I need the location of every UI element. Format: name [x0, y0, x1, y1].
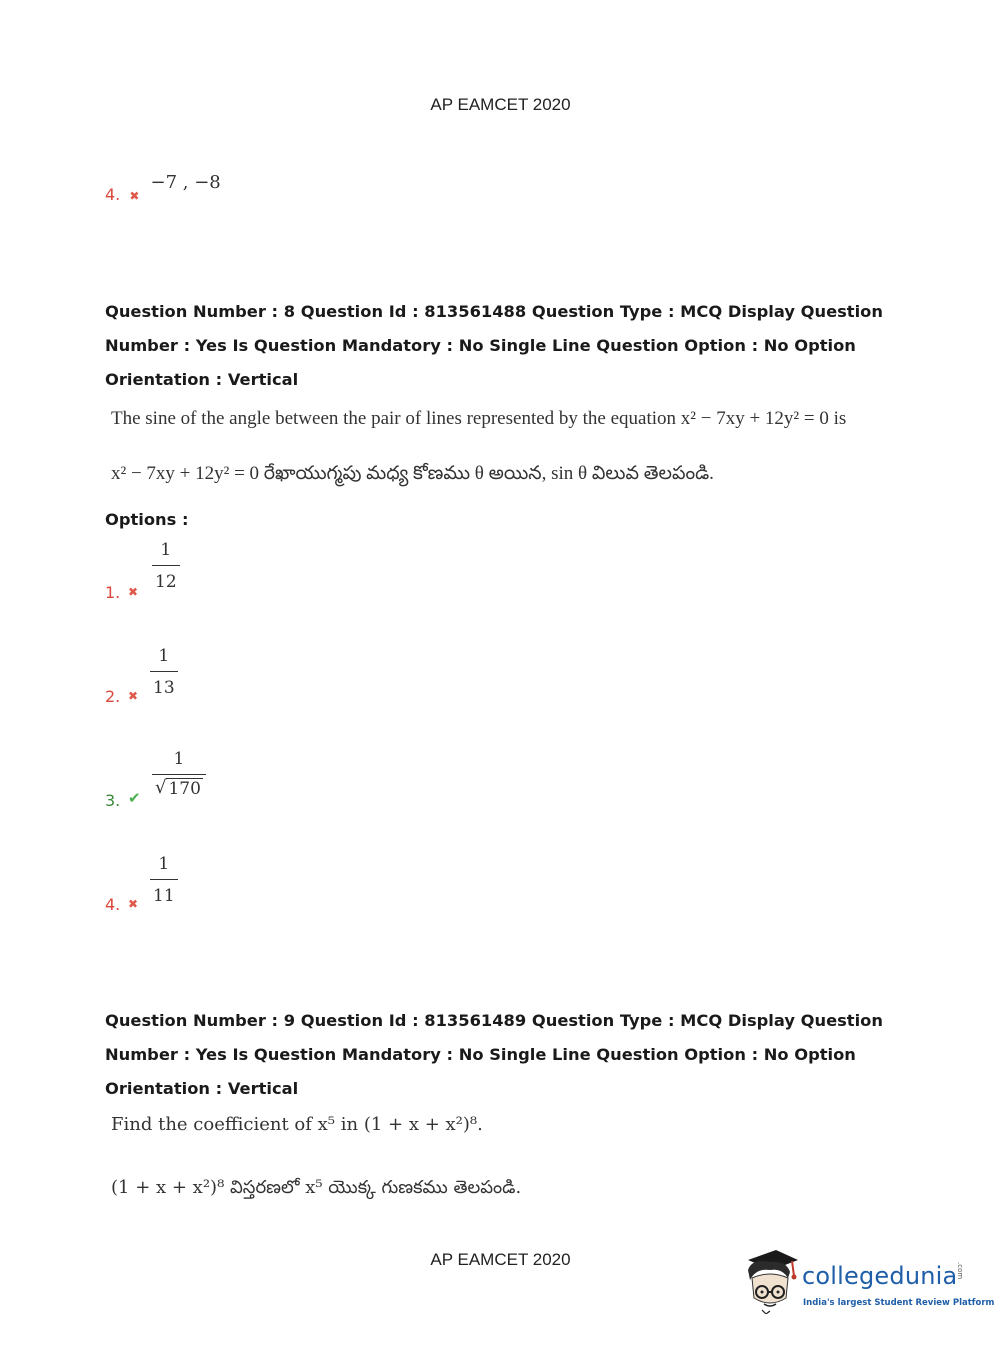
logo-wordmark: collegedunia: [802, 1262, 958, 1290]
sqrt-icon: √: [155, 777, 167, 798]
option-fraction: [150, 646, 178, 698]
sqrt-radicand: 170: [168, 779, 201, 799]
question-9-info: Question Number : 9 Question Id : 813561489 Question Type : MCQ Display Question Number : Yes Is Question Mandatory : No Single Line Question Option : No Option Orientation : Vertical: [105, 1011, 883, 1098]
wrong-mark-icon: ✖: [128, 585, 139, 599]
question-8-text-telugu: x² − 7xy + 12y² = 0 రేఖాయుగ్మపు మధ్య కోణము θ అయిన, sin θ విలువ తెలపండి.: [111, 463, 714, 484]
option-value: −7 , −8: [150, 172, 221, 193]
option-number: 4.: [105, 895, 121, 914]
fraction-numerator: 1: [158, 646, 170, 666]
fraction-numerator: 1: [158, 854, 170, 874]
page-footer-title: AP EAMCET 2020: [430, 1250, 571, 1269]
fraction-numerator: 1: [173, 749, 185, 769]
question-9-text-english: Find the coefficient of x⁵ in (1 + x + x²)⁸.: [111, 1114, 483, 1135]
option-number: 2.: [105, 687, 121, 706]
option-number: 3.: [105, 791, 121, 810]
logo-domain-suffix: .com: [956, 1262, 964, 1280]
option-fraction: [152, 749, 206, 799]
question-8-info: Question Number : 8 Question Id : 813561488 Question Type : MCQ Display Question Number : Yes Is Question Mandatory : No Single Line Question Option : No Option Orientation : Vertical: [105, 302, 883, 389]
logo-tagline: India's largest Student Review Platform: [803, 1298, 995, 1308]
option-fraction: [152, 540, 180, 592]
question-8-text-english: The sine of the angle between the pair of lines represented by the equation x² − 7xy + 12y² = 0 is: [111, 408, 847, 429]
correct-check-icon: ✔: [128, 789, 141, 807]
question-9-text-telugu: (1 + x + x²)⁸ విస్తరణలో x⁵ యొక్క గుణకము తెలపండి.: [111, 1177, 522, 1198]
fraction-denominator: 12: [152, 565, 180, 592]
mascot-icon: [742, 1248, 800, 1314]
options-label: Options :: [105, 510, 189, 529]
fraction-denominator: 13: [150, 671, 178, 698]
fraction-denominator: 11: [150, 879, 178, 906]
fraction-denominator: [152, 774, 206, 799]
option-number: 4.: [105, 185, 121, 204]
wrong-mark-icon: ✖: [128, 689, 139, 703]
fraction-numerator: 1: [160, 540, 172, 560]
page-header-title: AP EAMCET 2020: [430, 95, 571, 114]
square-root: [155, 778, 203, 799]
option-number: 1.: [105, 583, 121, 602]
wrong-mark-icon: ✖: [128, 897, 139, 911]
collegedunia-logo: [742, 1248, 995, 1318]
option-fraction: [150, 854, 178, 906]
wrong-mark-icon: ✖: [129, 189, 140, 203]
prev-option-4: [105, 172, 221, 204]
